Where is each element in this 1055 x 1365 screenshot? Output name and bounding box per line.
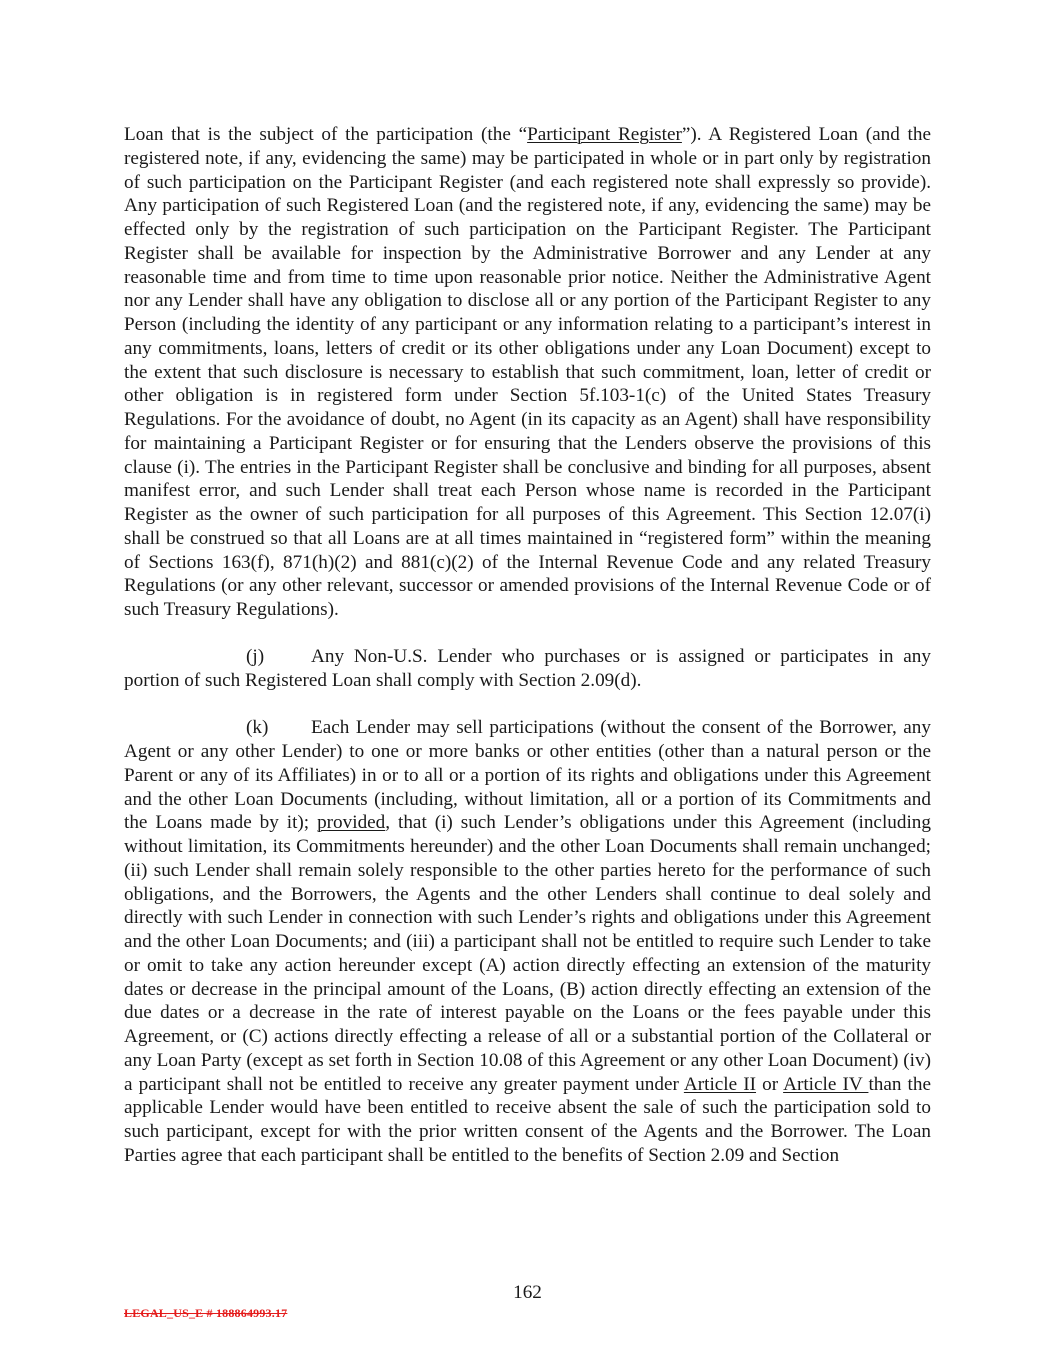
paragraph-j — [124, 645, 931, 693]
paragraph-text: ”). A Registered Loan (and the registered note, if any, evidencing the same) may be participated in whole or in part only by registration of such participation on the Participant Register (and each registered note shall expressly so provide). Any participation of such Registered Loan (and the registered note, if any, evidencing the same) may be effected only by the registration of such participation on the Participant Register. The Participant Register shall be available for inspection by the Administrative Borrower and any Lender at any reasonable time and from time to time upon reasonable prior notice. Neither the Administrative Agent nor any Lender shall have any obligation to disclose all or any portion of the Participant Register to any Person (including the identity of any participant or any information relating to a participant’s interest in any commitments, loans, letters of credit or its other obligations under any Loan Document) except to the extent that such disclosure is necessary to establish that such commitment, loan, letter of credit or other obligation is in registered form under Section 5f.103-1(c) of the United States Treasury Regulations. For the avoidance of doubt, no Agent (in its capacity as an Agent) shall have responsibility for maintaining a Participant Register or for ensuring that the Lenders observe the provisions of this clause (i). The entries in the Participant Register shall be conclusive and binding for all purposes, absent manifest error, and such Lender shall treat each Person whose name is recorded in the Participant Register as the owner of such participation for all purposes of this Agreement. This Section 12.07(i) shall be construed so that all Loans are at all times maintained in “registered form” within the meaning of Sections 163(f), 871(h)(2) and 881(c)(2) of the Internal Revenue Code and any related Treasury Regulations (or any other relevant, successor or amended provisions of the Internal Revenue Code or of such Treasury Regulations). — [124, 124, 931, 620]
paragraph-text: than the applicable Lender would have been entitled to receive absent the sale of such the participation sold to such participant, except for with the prior written consent of the Agents and the Borrower. The Loan Parties agree that each participant shall be entitled to the benefits of Section 2.09 and Section — [124, 1073, 931, 1166]
defined-term-participant-register: Participant Register — [527, 124, 682, 145]
document-id-footer: LEGAL_US_E # 188864993.17 — [124, 1306, 288, 1320]
paragraph-i-continued — [124, 123, 931, 622]
paragraph-text: Loan that is the subject of the participation (the “ — [124, 124, 528, 145]
provided-term: provided — [317, 812, 386, 834]
paragraph-k — [124, 716, 931, 1167]
page-number: 162 — [513, 1282, 542, 1303]
clause-label-j: (j) — [246, 646, 265, 668]
paragraph-text: Each Lender may sell participations (without the consent of the Borrower, any Agent or any other Lender) to one or more banks or other entities (other than a natural person or the Parent or any of its Affiliates) in or to all or a portion of its rights and obligations under this Agreement and the other Loan Documents (including, without limitation, all or a portion of its Commitments and the Loans made by it); — [124, 717, 931, 834]
paragraph-text: , that (i) such Lender’s obligations under this Agreement (including without limitation, its Commitments hereunder) and the other Loan Documents shall remain unchanged; (ii) such Lender shall remain solely responsible to the other parties hereto for the performance of such obligations, and the Borrowers, the Agents and the other Lenders shall continue to deal solely and directly with such Lender in connection with such Lender’s rights and obligations under this Agreement and the other Loan Documents; and (iii) a participant shall not be entitled to require such Lender to take or omit to take any action hereunder except (A) action directly effecting an extension of the maturity dates or decrease in the principal amount of the Loans, (B) action directly effecting an extension of the due dates or a decrease in the rate of interest payable on the Loans or the fees payable under this Agreement, or (C) actions directly effecting a release of all or a substantial portion of the Collateral or any Loan Party (except as set forth in Section 10.08 of this Agreement or any other Loan Document) (iv) a participant shall not be entitled to receive any greater payment under — [124, 812, 931, 1095]
paragraph-text: Any Non-U.S. Lender who purchases or is assigned or participates in any portion of such Registered Loan shall comply with Section 2.09(d). — [124, 646, 931, 691]
article-ii-reference: Article II — [683, 1073, 757, 1095]
clause-label-k: (k) — [246, 717, 269, 739]
paragraph-text: or — [756, 1073, 784, 1095]
document-page-body — [124, 123, 931, 1168]
article-iv-reference: Article IV — [783, 1073, 869, 1095]
